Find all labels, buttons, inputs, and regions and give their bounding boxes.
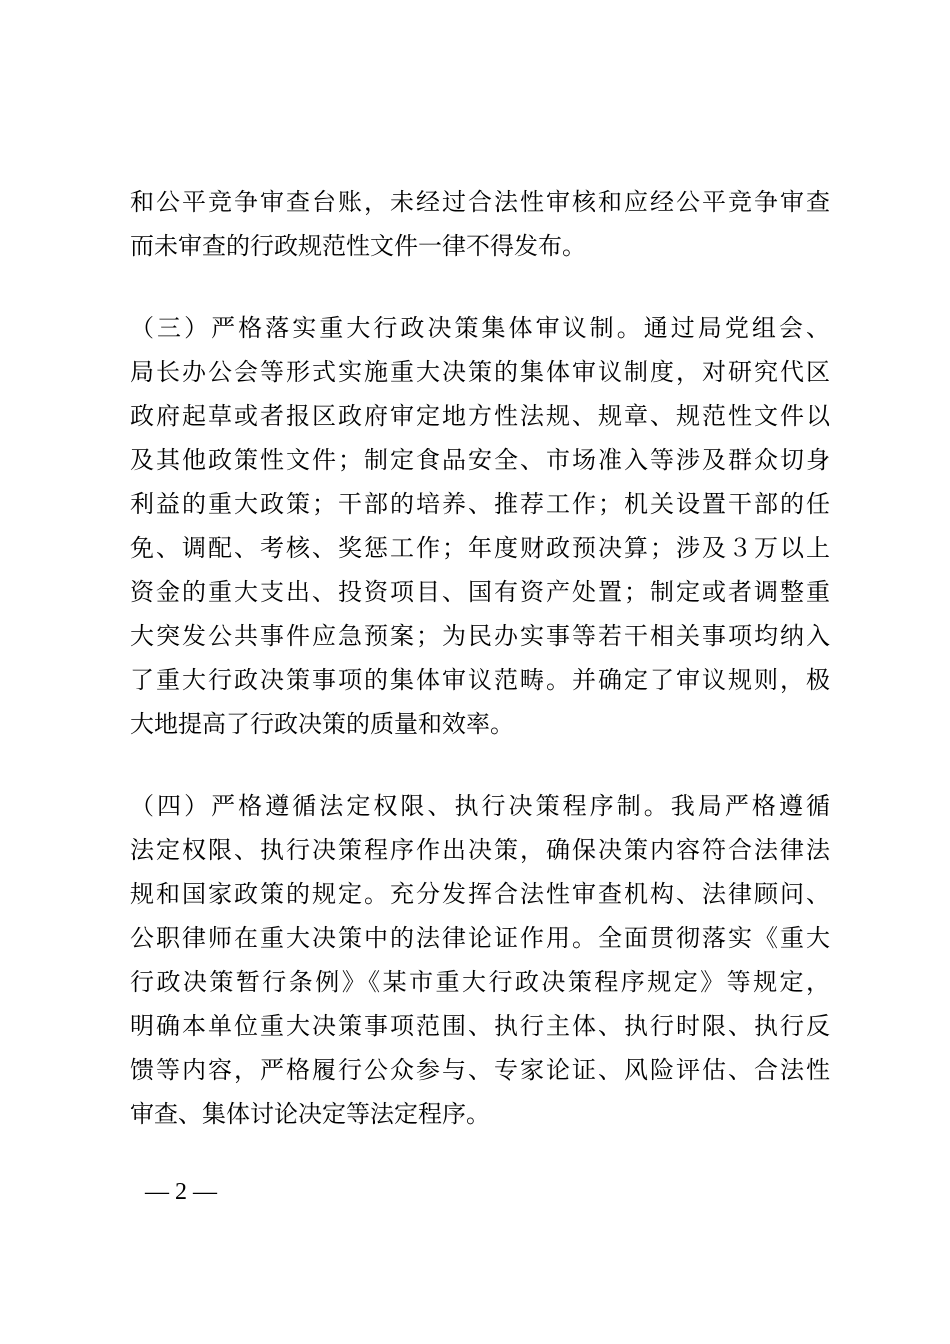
paragraph-line: 行政决策暂行条例》《某市重大行政决策程序规定》等规定， [130,968,830,996]
paragraph-line: 大地提高了行政决策的质量和效率。 [130,710,514,738]
paragraph-line: 和公平竞争审查台账，未经过合法性审核和应经公平竞争审查 [130,188,830,216]
paragraph-line: 法定权限、执行决策程序作出决策，确保决策内容符合法律法 [130,836,830,864]
section-four-heading-line: （四）严格遵循法定权限、执行决策程序制。我局严格遵循 [130,792,830,820]
paragraph-line: 公职律师在重大决策中的法律论证作用。全面贯彻落实《重大 [130,924,830,952]
section-three-heading-line: （三）严格落实重大行政决策集体审议制。通过局党组会、 [130,314,830,342]
paragraph-line: 免、调配、考核、奖惩工作；年度财政预决算；涉及３万以上 [130,534,830,562]
paragraph-line: 了重大行政决策事项的集体审议范畴。并确定了审议规则，极 [130,666,830,694]
paragraph-line: 资金的重大支出、投资项目、国有资产处置；制定或者调整重 [130,578,830,606]
paragraph-line: 明确本单位重大决策事项范围、执行主体、执行时限、执行反 [130,1012,830,1040]
paragraph-line: 利益的重大政策；干部的培养、推荐工作；机关设置干部的任 [130,490,830,518]
paragraph-line: 规和国家政策的规定。充分发挥合法性审查机构、法律顾问、 [130,880,830,908]
paragraph-line: 局长办公会等形式实施重大决策的集体审议制度，对研究代区 [130,358,830,386]
paragraph-line: 馈等内容，严格履行公众参与、专家论证、风险评估、合法性 [130,1056,830,1084]
paragraph-line: 大突发公共事件应急预案；为民办实事等若干相关事项均纳入 [130,622,830,650]
paragraph-line: 及其他政策性文件；制定食品安全、市场准入等涉及群众切身 [130,446,830,474]
page-number: — 2 — [145,1179,217,1205]
paragraph-line: 政府起草或者报区政府审定地方性法规、规章、规范性文件以 [130,402,830,430]
paragraph-line: 审查、集体讨论决定等法定程序。 [130,1100,490,1128]
paragraph-line: 而未审查的行政规范性文件一律不得发布。 [130,232,586,260]
